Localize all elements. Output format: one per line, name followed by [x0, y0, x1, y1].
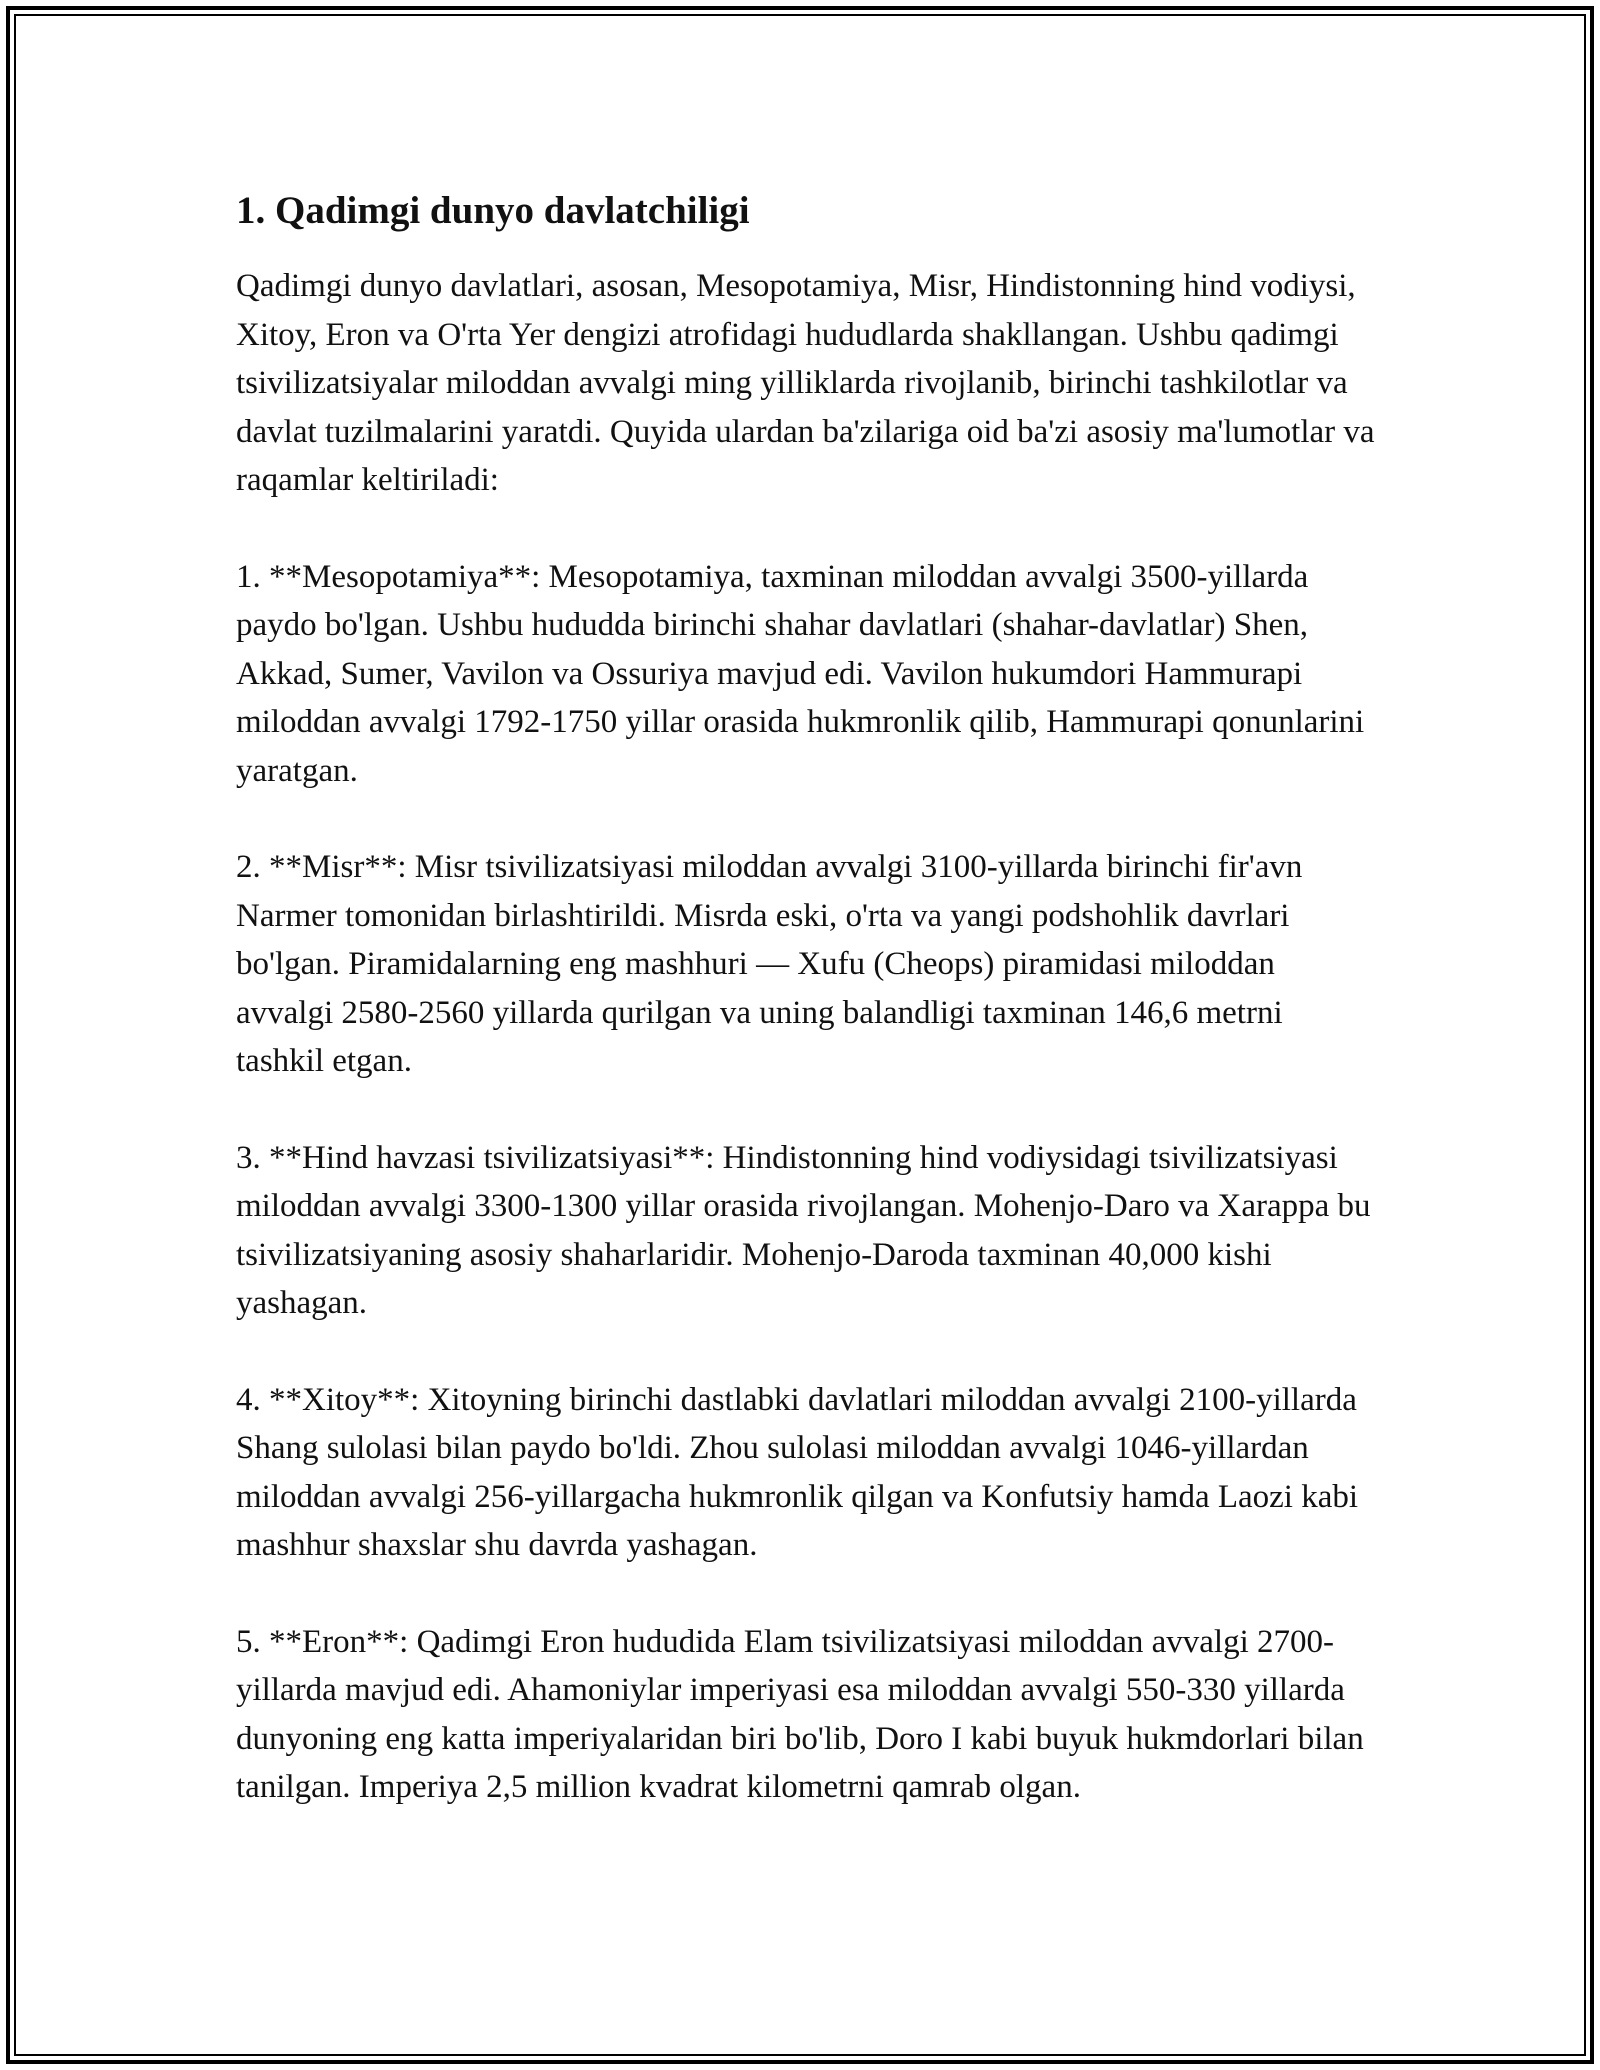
intro-paragraph: Qadimgi dunyo davlatlari, asosan, Mesopotamiya, Misr, Hindistonning hind vodiysi, Xitoy, Eron va O'rta Yer dengizi atrofidagi hududlarda shakllangan. Ushbu qadimgi tsivilizatsiyalar miloddan avvalgi ming yilliklarda rivojlanib, birinchi tashkilotlar va davlat tuzilmalarini yaratdi. Quyida ulardan ba'zilariga oid ba'zi asosiy ma'lumotlar va raqamlar keltiriladi:	[236, 268, 1375, 498]
paragraph-misr: 2. **Misr**: Misr tsivilizatsiyasi miloddan avvalgi 3100-yillarda birinchi fir'avn Narmer tomonidan birlashtirildi. Misrda eski, o'rta va yangi podshohlik davrlari bo'lgan. Piramidalarning eng mashhuri — Xufu (Cheops) piramidasi miloddan avvalgi 2580-2560 yillarda qurilgan va uning balandligi taxminan 146,6 metrni tashkil etgan.	[236, 849, 1303, 1079]
paragraph-mesopotamiya: 1. **Mesopotamiya**: Mesopotamiya, taxminan miloddan avvalgi 3500-yillarda paydo bo'lgan. Ushbu hududda birinchi shahar davlatlari (shahar-davlatlar) Shen, Akkad, Sumer, Vavilon va Ossuriya mavjud edi. Vavilon hukumdori Hammurapi miloddan avvalgi 1792-1750 yillar orasida hukmronlik qilib, Hammurapi qonunlarini yaratgan.	[236, 558, 1365, 789]
paragraph-xitoy: 4. **Xitoy**: Xitoyning birinchi dastlabki davlatlari miloddan avvalgi 2100-yillarda Shang sulolasi bilan paydo bo'ldi. Zhou sulolasi miloddan avvalgi 1046-yillardan miloddan avvalgi 256-yillargacha hukmronlik qilgan va Konfutsiy hamda Laozi kabi mashhur shaxslar shu davrda yashagan.	[236, 1381, 1359, 1563]
paragraph-hind-havzasi: 3. **Hind havzasi tsivilizatsiyasi**: Hindistonning hind vodiysidagi tsivilizatsiyasi miloddan avvalgi 3300-1300 yillar orasida rivojlangan. Mohenjo-Daro va Xarappa bu tsivilizatsiyaning asosiy shaharlaridir. Mohenjo-Daroda taxminan 40,000 kishi yashagan.	[236, 1139, 1371, 1321]
section-title: 1. Qadimgi dunyo davlatchiligi	[236, 189, 750, 232]
paragraph-eron: 5. **Eron**: Qadimgi Eron hududida Elam tsivilizatsiyasi miloddan avvalgi 2700-yillarda mavjud edi. Ahamoniylar imperiyasi esa miloddan avvalgi 550-330 yillarda dunyoning eng katta imperiyalaridan biri bo'lib, Doro I kabi buyuk hukmdorlari bilan tanilgan. Imperiya 2,5 million kvadrat kilometrni qamrab olgan.	[236, 1623, 1364, 1805]
document-body	[236, 186, 1376, 1812]
